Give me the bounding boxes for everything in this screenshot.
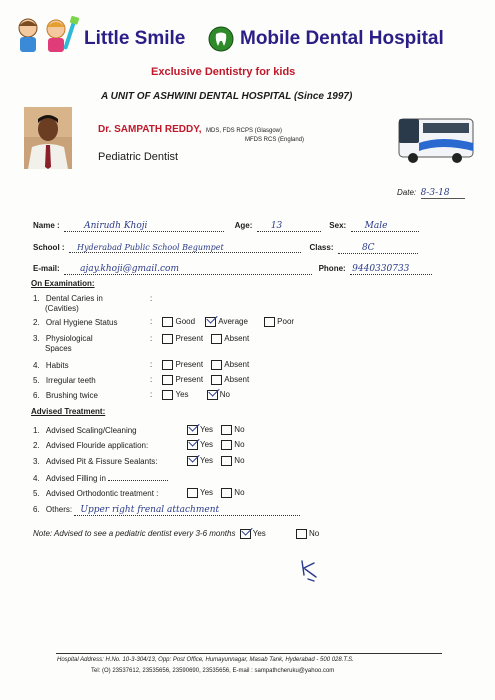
- poor-checkbox[interactable]: [264, 317, 275, 327]
- exam-3-options: [150, 334, 249, 344]
- footer-address: Hospital Address: H.No. 10-3-304/13, Opp: Post Office, Humayunnagar, Masab Tank, Hyderabad - 500 028.T.S.: [57, 657, 354, 663]
- exam-2-options: [150, 317, 294, 327]
- scaling-no-checkbox[interactable]: [221, 425, 232, 435]
- brushing-no-label: No: [219, 390, 230, 400]
- school-label: School :: [33, 243, 65, 252]
- exam-4-label: Habits: [45, 361, 69, 370]
- hospital-title-rest: [240, 28, 444, 50]
- sealants-yes-checkbox[interactable]: [187, 456, 198, 466]
- treat-3-options: [187, 456, 245, 466]
- doctor-name-text: Dr. SAMPATH REDDY,: [98, 124, 202, 135]
- sex-label: Sex:: [329, 221, 347, 230]
- treat-3-label: Advised Pit & Fissure Sealants:: [45, 457, 158, 466]
- email-row: [33, 258, 432, 276]
- treat-5-options: [187, 488, 245, 498]
- spaces-present-checkbox[interactable]: [162, 334, 173, 344]
- ortho-yes-checkbox[interactable]: [187, 488, 198, 498]
- age-label: Age:: [234, 221, 253, 230]
- mobile-bus-image: [397, 113, 477, 168]
- exam-6-colon: :: [150, 390, 153, 400]
- exam-5-options: [150, 375, 249, 385]
- brushing-no-checkbox[interactable]: [207, 390, 218, 400]
- exam-6-label: Brushing twice: [45, 391, 98, 400]
- class-field[interactable]: 8C: [338, 243, 418, 254]
- note-yes-checkbox[interactable]: [240, 529, 251, 539]
- exam-5-num: 5.: [33, 376, 40, 385]
- irregular-present-label: Present: [175, 375, 204, 385]
- treat-5-label: Advised Orthodontic treatment :: [45, 489, 159, 498]
- date-field: [397, 182, 465, 200]
- phone-field[interactable]: 9440330733: [350, 264, 432, 275]
- treatment-heading: Advised Treatment:: [31, 407, 106, 416]
- treat-4-label: Advised Filling in: [45, 474, 106, 483]
- class-label: Class:: [309, 243, 334, 252]
- treat-2-options: [187, 440, 245, 450]
- habits-absent-checkbox[interactable]: [211, 360, 222, 370]
- spaces-present-label: Present: [175, 334, 204, 344]
- fluoride-yes-checkbox[interactable]: [187, 440, 198, 450]
- treat-item-3: [33, 457, 158, 466]
- footer-rule: [56, 653, 442, 654]
- treat-item-6: [33, 505, 300, 516]
- sealants-yes-label: Yes: [200, 456, 214, 466]
- exam-3-label2: Spaces: [45, 344, 72, 353]
- ortho-yes-label: Yes: [200, 488, 214, 498]
- irregular-absent-label: Absent: [224, 375, 250, 385]
- spaces-absent-checkbox[interactable]: [211, 334, 222, 344]
- name-label: Name :: [33, 221, 60, 230]
- title-part-1: Little Smile: [84, 28, 186, 49]
- good-checkbox[interactable]: [162, 317, 173, 327]
- irregular-present-checkbox[interactable]: [162, 375, 173, 385]
- exam-item-6: [33, 391, 98, 400]
- ortho-no-label: No: [234, 488, 245, 498]
- treat-6-label: Others:: [45, 505, 73, 514]
- email-label: E-mail:: [33, 264, 60, 273]
- treat-5-num: 5.: [33, 489, 40, 498]
- scaling-yes-label: Yes: [200, 425, 214, 435]
- spaces-absent-label: Absent: [224, 334, 250, 344]
- exam-6-num: 6.: [33, 391, 40, 400]
- exam-3-label: Physiological: [45, 334, 93, 343]
- good-label: Good: [175, 317, 196, 327]
- school-field[interactable]: Hyderabad Public School Begumpet: [69, 243, 301, 253]
- email-field[interactable]: ajay.khoji@gmail.com: [64, 264, 312, 275]
- unit-line: A UNIT OF ASHWINI DENTAL HOSPITAL (Since 1997): [101, 91, 353, 102]
- sealants-no-checkbox[interactable]: [221, 456, 232, 466]
- treat-1-label: Advised Scaling/Cleaning: [45, 426, 137, 435]
- footer-contacts: Tel: (O) 23537612, 23535656, 23590690, 23535656, E-mail : sampathcheruku@yahoo.com: [91, 668, 335, 674]
- sealants-no-label: No: [234, 456, 245, 466]
- exam-4-num: 4.: [33, 361, 40, 370]
- kids-logo-icon: [10, 14, 82, 58]
- fluoride-no-checkbox[interactable]: [221, 440, 232, 450]
- poor-label: Poor: [277, 317, 295, 327]
- examination-heading: On Examination:: [31, 279, 95, 288]
- exam-6-options: [150, 390, 230, 400]
- exam-1-label2: (Cavities): [45, 304, 79, 313]
- habits-present-label: Present: [175, 360, 204, 370]
- exam-item-2: [33, 318, 118, 327]
- signature-mark: [298, 557, 322, 583]
- title-part-2: Mobile Dental Hospital: [240, 28, 444, 49]
- treat-1-num: 1.: [33, 426, 40, 435]
- note-text: Note: Advised to see a pediatric dentist every 3-6 months: [33, 529, 236, 539]
- exam-item-4: [33, 361, 69, 370]
- age-field[interactable]: 13: [257, 221, 321, 232]
- name-row: [33, 215, 435, 233]
- brushing-yes-checkbox[interactable]: [162, 390, 173, 400]
- school-row: [33, 237, 418, 255]
- exam-4-options: [150, 360, 249, 370]
- exam-item-1: [33, 294, 103, 314]
- habits-absent-label: Absent: [224, 360, 250, 370]
- exam-1-label: Dental Caries in: [45, 294, 103, 303]
- exam-5-colon: :: [150, 375, 153, 385]
- hospital-title: [84, 28, 185, 50]
- fluoride-no-label: No: [234, 440, 245, 450]
- doctor-name: [98, 119, 282, 137]
- note-yes-label: Yes: [252, 529, 266, 539]
- habits-present-checkbox[interactable]: [162, 360, 173, 370]
- fluoride-yes-label: Yes: [200, 440, 214, 450]
- date-value[interactable]: 8-3-18: [421, 188, 465, 199]
- name-field[interactable]: Anirudh Khoji: [64, 221, 224, 232]
- note-row: [33, 529, 319, 539]
- ortho-no-checkbox[interactable]: [221, 488, 232, 498]
- treat-4-num: 4.: [33, 474, 40, 483]
- doctor-photo: [24, 107, 72, 169]
- exam-2-num: 2.: [33, 318, 40, 327]
- treat-item-2: [33, 441, 148, 450]
- exam-item-3: [33, 334, 93, 354]
- tooth-emblem-icon: [207, 25, 235, 53]
- doctor-quals-1: MDS, FDS RCPS (Glasgow): [205, 128, 282, 134]
- exam-2-colon: :: [150, 317, 153, 327]
- note-no-label: No: [309, 529, 320, 539]
- treat-2-num: 2.: [33, 441, 40, 450]
- phone-label: Phone:: [318, 264, 346, 273]
- exam-3-colon: :: [150, 334, 153, 344]
- sex-field[interactable]: Male: [351, 221, 419, 232]
- date-label: Date:: [397, 188, 417, 197]
- exam-item-5: [33, 376, 96, 385]
- irregular-absent-checkbox[interactable]: [211, 375, 222, 385]
- treat-item-4: [33, 474, 168, 483]
- exam-3-num: 3.: [33, 334, 40, 343]
- treat-item-1: [33, 426, 137, 435]
- treat-1-options: [187, 425, 245, 435]
- treat-6-num: 6.: [33, 505, 40, 514]
- brushing-yes-label: Yes: [175, 390, 189, 400]
- others-field[interactable]: Upper right frenal attachment: [74, 505, 300, 516]
- treat-item-5: [33, 489, 158, 498]
- exam-1-num: 1.: [33, 294, 40, 303]
- average-label: Average: [218, 317, 248, 327]
- scaling-yes-checkbox[interactable]: [187, 425, 198, 435]
- exam-1-colon: :: [150, 294, 153, 303]
- exam-5-label: Irregular teeth: [45, 376, 96, 385]
- filling-field[interactable]: [108, 480, 168, 481]
- average-checkbox[interactable]: [205, 317, 216, 327]
- treat-3-num: 3.: [33, 457, 40, 466]
- exam-4-colon: :: [150, 360, 153, 370]
- doctor-quals-2: MFDS RCS (England): [245, 137, 305, 143]
- treat-2-label: Advised Flouride application:: [45, 441, 149, 450]
- note-no-checkbox[interactable]: [296, 529, 307, 539]
- tagline: Exclusive Dentistry for kids: [151, 66, 296, 78]
- exam-2-label: Oral Hygiene Status: [45, 318, 118, 327]
- scaling-no-label: No: [234, 425, 245, 435]
- doctor-role: Pediatric Dentist: [98, 151, 179, 163]
